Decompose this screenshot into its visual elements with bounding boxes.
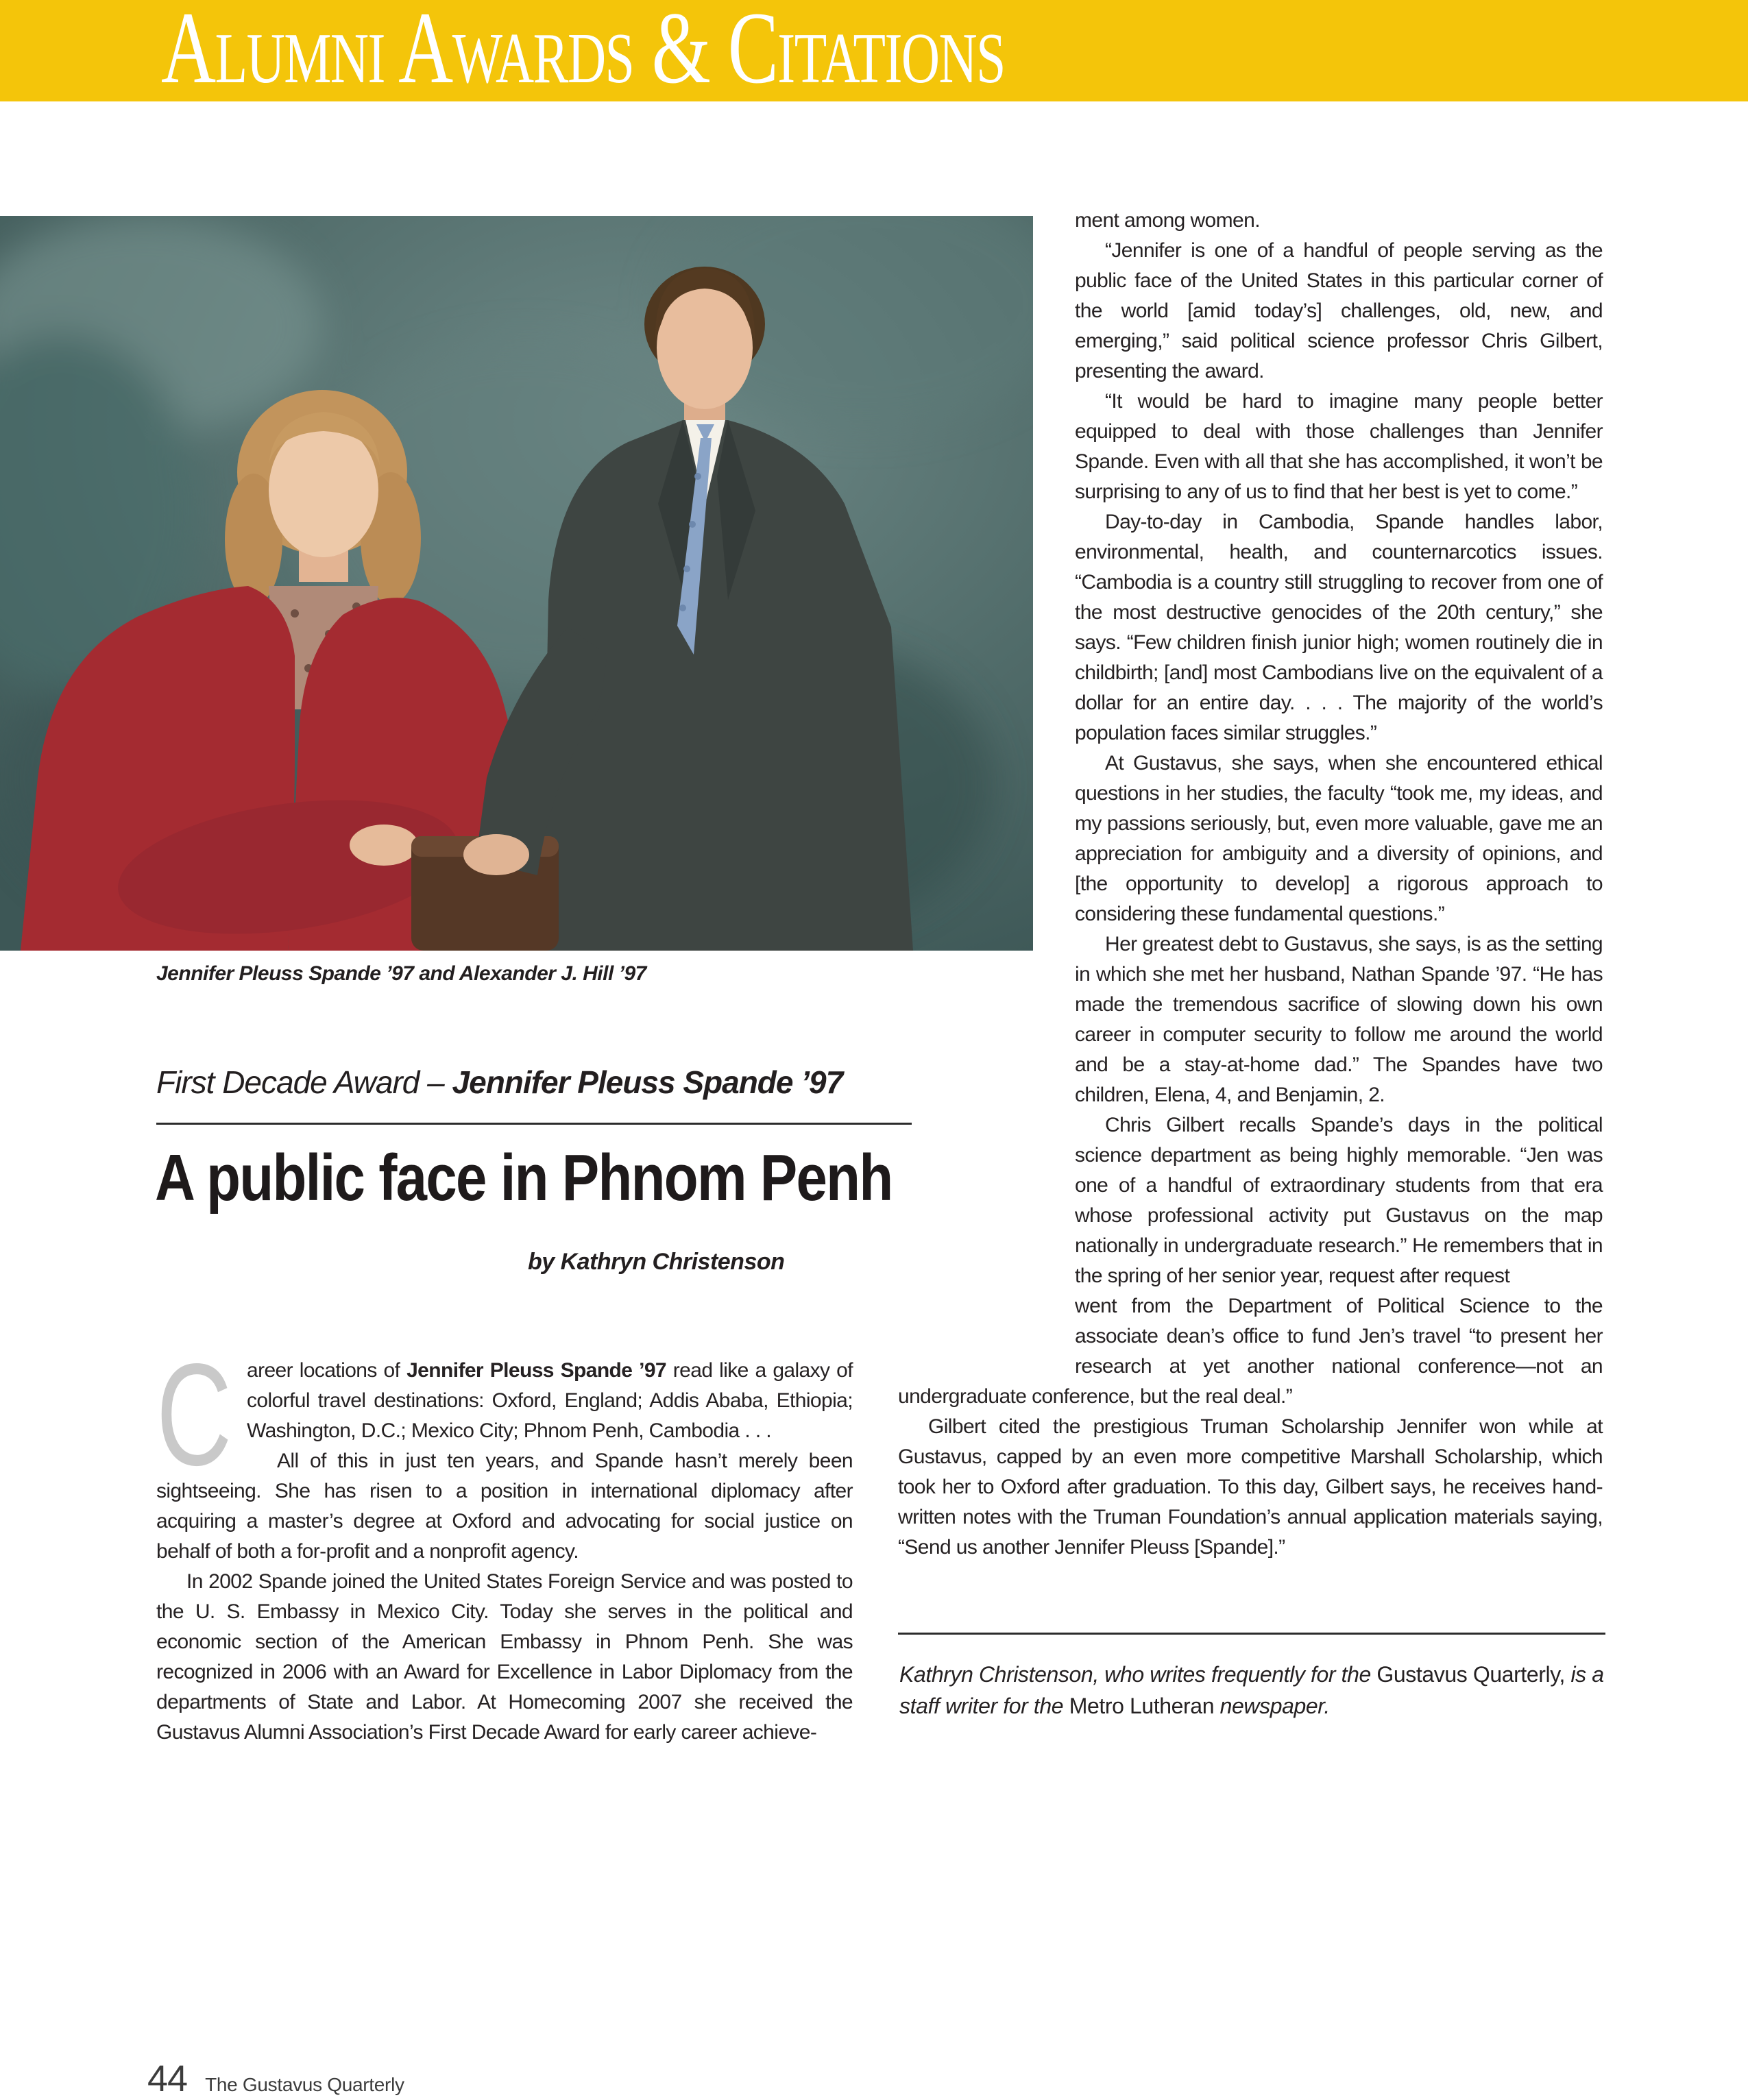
left-paragraph-1 [156, 1333, 853, 1495]
credit-part-2: Gustavus Quarterly, [1376, 1662, 1565, 1687]
portrait-photo-art [0, 216, 1033, 951]
article-byline: by Kathryn Christenson [528, 1249, 785, 1275]
left-p1-name: Jennifer Pleuss Spande ’97 [406, 1359, 667, 1382]
section-banner [0, 0, 1748, 105]
right-paragraph-3: “It would be hard to imagine many people better equipped to deal with those challenges than Jennifer Spande. Even with all that she has accomplished, it won’t be surprising to any of us to find that her best is yet to come.” [1075, 390, 1603, 503]
left-column [156, 1333, 853, 1748]
portrait-photo [0, 216, 1033, 951]
right-paragraph-8: went from the Department of Political Science to the associate dean’s office to fund Jen’s travel “to present her research at yet another national conference—not an undergraduate conference, but the real deal.” [898, 1295, 1603, 1408]
left-p1-start: areer locations of [247, 1359, 407, 1382]
woman-hand [350, 825, 418, 866]
photo-caption: Jennifer Pleuss Spande ’97 and Alexander J. Hill ’97 [156, 962, 646, 985]
right-paragraph-4: Day-to-day in Cambodia, Spande handles labor, environmental, health, and counternarcotics issues. “Cambodia is a country still struggling to recover from one of the most destructive genocides of the 20th century,” she says. “Few children finish junior high; women routinely die in childbirth; [and] most Cambodians live on the equivalent of a dollar for an entire day. . . . The majority of the world’s population faces similar struggles.” [1075, 511, 1603, 744]
credit-part-4: Metro Lutheran [1069, 1694, 1215, 1718]
credit-part-3: is a staff writer for the [899, 1662, 1604, 1718]
right-paragraph-5: At Gustavus, she says, when she encountered ethical questions in her studies, the faculty “took me, my ideas, and my passions seriously, but, even more valuable, gave me an appreciation for ambiguity and a diversity of opinions, and [the opportunity to develop] a rigorous approach to considering these fundamental questions.” [1075, 752, 1603, 925]
credit-rule [898, 1633, 1605, 1635]
dropcap: C [156, 1333, 232, 1495]
right-paragraph-1: ment among women. [1075, 209, 1260, 232]
credit-part-5: newspaper. [1214, 1694, 1330, 1718]
publication-name: The Gustavus Quarterly [205, 2074, 404, 2095]
left-p1-rest: read like a galaxy of colorful travel destinations: Oxford, England; Addis Ababa, Ethiopia; Washington, D.C.; Mexico City; Phnom Penh, Cambodia . . . [247, 1359, 853, 1442]
right-paragraph-7: Chris Gilbert recalls Spande’s days in the political science department as being highly memorable. “Jen was one of a handful of extraordinary students from that era whose professional activity put Gustavus on the map nationally in undergraduate research.” He remembers that in the spring of her senior year, request after request [1075, 1114, 1603, 1287]
page-footer [147, 2058, 404, 2100]
left-paragraph-2: All of this in just ten years, and Spande hasn’t merely been sightseeing. She has risen to a position in international diplomacy after acquiring a master’s degree at Oxford and advocating for social justice on behalf of both a for-profit and a nonprofit agency. [156, 1450, 853, 1563]
man-face [657, 286, 753, 409]
woman-face [269, 423, 378, 557]
credit-part-1: Kathryn Christenson, who writes frequently for the [899, 1662, 1377, 1687]
award-kicker-prefix: First Decade Award – [156, 1064, 452, 1100]
section-title: Alumni Awards & Citations [161, 0, 1005, 105]
right-paragraph-9: Gilbert cited the prestigious Truman Scholarship Jennifer won while at Gustavus, capped by an even more competitive Marshall Scholarship, which took her to Oxford after graduation. To this day, Gilbert says, he receives hand-written notes with the Truman Foundation’s annual application materials saying, “Send us another Jennifer Pleuss [Spande].” [898, 1415, 1603, 1559]
award-kicker-name: Jennifer Pleuss Spande ’97 [452, 1064, 843, 1100]
page-number: 44 [147, 2058, 188, 2099]
article-headline: A public face in Phnom Penh [155, 1141, 893, 1214]
right-paragraph-6: Her greatest debt to Gustavus, she says, is as the setting in which she met her husband, Nathan Spande ’97. “He has made the tremendous sacrifice of slowing down his own career in computer security to follow me around the world and be a stay-at-home dad.” The Spandes have two children, Elena, 4, and Benjamin, 2. [1075, 933, 1603, 1106]
right-column [898, 206, 1603, 1563]
left-paragraph-3: In 2002 Spande joined the United States Foreign Service and was posted to the U. S. Embassy in Mexico City. Today she serves in the political and economic section of the American Embassy in Phnom Penh. She was recognized in 2006 with an Award for Excellence in Labor Diplomacy from the departments of State and Labor. At Homecoming 2007 she received the Gustavus Alumni Association’s First Decade Award for early career achieve- [156, 1570, 853, 1744]
right-paragraph-2: “Jennifer is one of a handful of people serving as the public face of the United States in this particular corner of the world [amid today’s] challenges, old, new, and emerging,” said political science professor Chris Gilbert, presenting the award. [1075, 239, 1603, 382]
author-credit [899, 1659, 1605, 1722]
heading-rule [156, 1123, 912, 1125]
photo-flow-spacer [898, 206, 1075, 1363]
man-hand [463, 834, 529, 875]
